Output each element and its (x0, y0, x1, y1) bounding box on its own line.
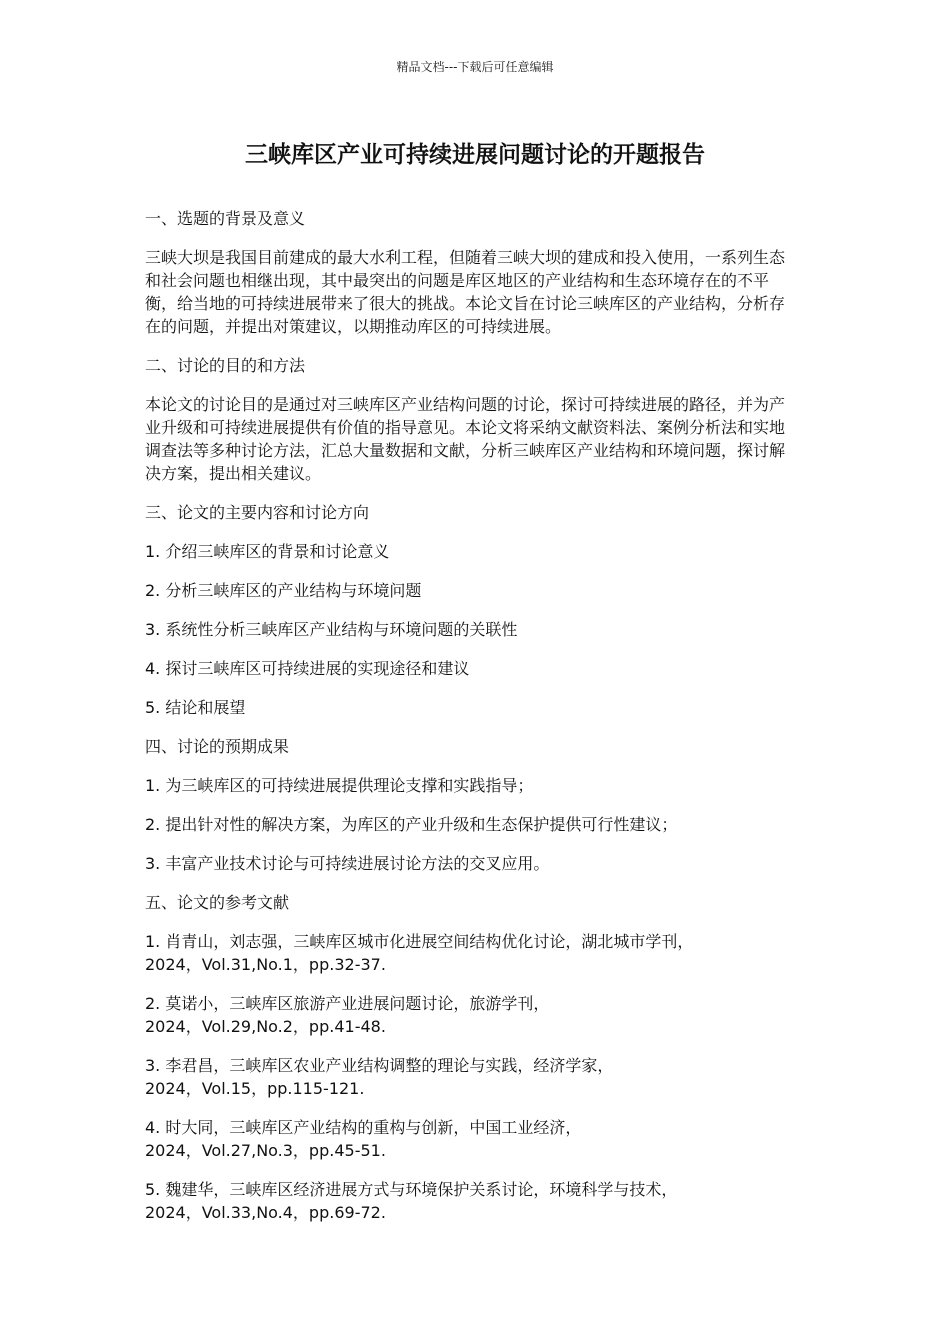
reference-line: 5. 魏建华，三峡库区经济进展方式与环境保护关系讨论，环境科学与技术， (145, 1180, 678, 1199)
reference-line: 4. 时大同，三峡库区产业结构的重构与创新，中国工业经济， (145, 1118, 582, 1137)
section-heading-5: 五、论文的参考文献 (145, 893, 290, 912)
header-note: 精品文档---下载后可任意编辑 (396, 60, 554, 74)
list-item: 3. 系统性分析三峡库区产业结构与环境问题的关联性 (145, 620, 518, 639)
reference-line: 2. 莫诺小，三峡库区旅游产业进展问题讨论，旅游学刊， (145, 994, 550, 1013)
list-item: 1. 为三峡库区的可持续进展提供理论支撑和实践指导； (145, 776, 534, 795)
reference-item (145, 1054, 800, 1100)
section-paragraph-2: 本论文的讨论目的是通过对三峡库区产业结构问题的讨论，探讨可持续进展的路径，并为产业升级和可持续进展提供有价值的指导意见。本论文将采纳文献资料法、案例分析法和实地调查法等多种讨论方法，汇总大量数据和文献，分析三峡库区产业结构和环境问题，探讨解决方案，提出相关建议。 (145, 395, 786, 483)
list-item: 2. 提出针对性的解决方案，为库区的产业升级和生态保护提供可行性建议； (145, 815, 678, 834)
list-item: 3. 丰富产业技术讨论与可持续进展讨论方法的交叉应用。 (145, 854, 550, 873)
section-heading-2: 二、讨论的目的和方法 (145, 356, 306, 375)
reference-item (145, 1178, 800, 1224)
reference-item (145, 930, 800, 976)
list-item: 2. 分析三峡库区的产业结构与环境问题 (145, 581, 422, 600)
reference-line: 3. 李君昌，三峡库区农业产业结构调整的理论与实践，经济学家， (145, 1056, 614, 1075)
section-heading-4: 四、讨论的预期成果 (145, 737, 290, 756)
list-item: 4. 探讨三峡库区可持续进展的实现途径和建议 (145, 659, 470, 678)
reference-line: 2024，Vol.29,No.2，pp.41-48. (145, 1017, 386, 1036)
reference-line: 2024，Vol.15，pp.115-121. (145, 1079, 365, 1098)
reference-item (145, 992, 800, 1038)
reference-line: 2024，Vol.33,No.4，pp.69-72. (145, 1203, 386, 1222)
reference-item (145, 1116, 800, 1162)
list-item: 1. 介绍三峡库区的背景和讨论意义 (145, 542, 390, 561)
section-heading-1: 一、选题的背景及意义 (145, 209, 306, 228)
page-title: 三峡库区产业可持续进展问题讨论的开题报告 (245, 142, 705, 168)
reference-line: 1. 肖青山，刘志强，三峡库区城市化进展空间结构优化讨论，湖北城市学刊， (145, 932, 694, 951)
reference-line: 2024，Vol.31,No.1，pp.32-37. (145, 955, 386, 974)
reference-line: 2024，Vol.27,No.3，pp.45-51. (145, 1141, 386, 1160)
list-item: 5. 结论和展望 (145, 698, 246, 717)
section-heading-3: 三、论文的主要内容和讨论方向 (145, 503, 370, 522)
section-paragraph-1: 三峡大坝是我国目前建成的最大水利工程，但随着三峡大坝的建成和投入使用，一系列生态和社会问题也相继出现，其中最突出的问题是库区地区的产业结构和生态环境存在的不平衡，给当地的可持续进展带来了很大的挑战。本论文旨在讨论三峡库区的产业结构，分析存在的问题，并提出对策建议，以期推动库区的可持续进展。 (145, 248, 786, 336)
document-body (145, 207, 800, 1240)
